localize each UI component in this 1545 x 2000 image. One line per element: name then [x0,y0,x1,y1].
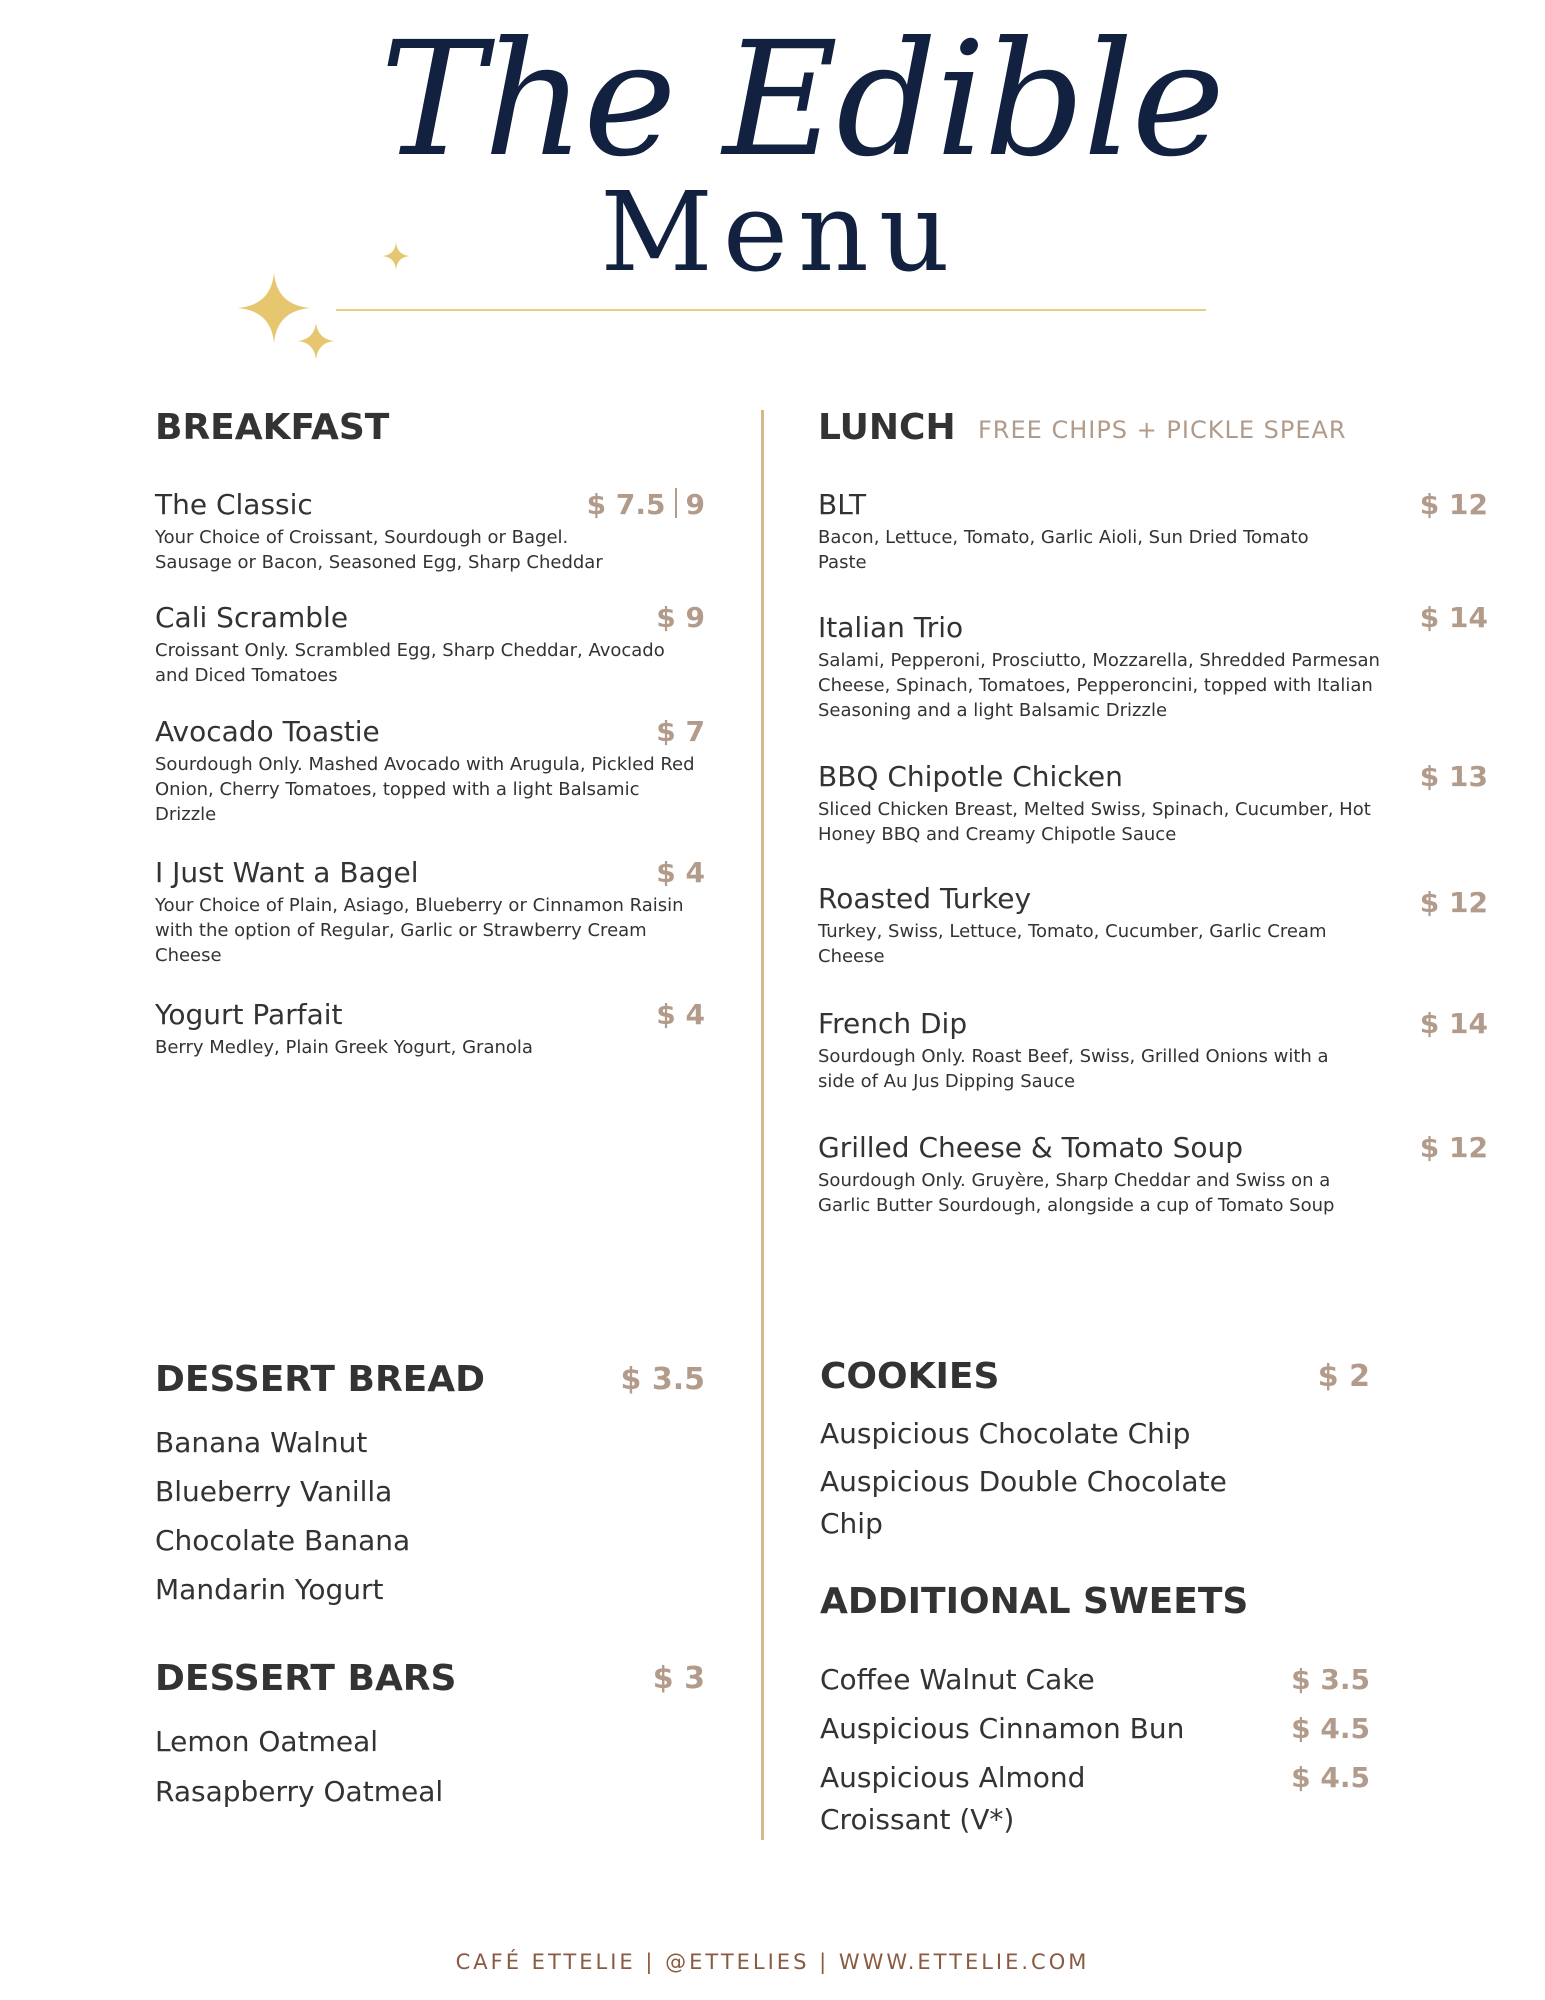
item-description: Your Choice of Plain, Asiago, Blueberry or Cinnamon Raisin with the option of Regular, Garlic or Strawberry Cream Cheese [155,895,684,966]
item-name: The Classic [155,488,313,521]
dessert-bars-heading: DESSERT BARS [155,1658,457,1699]
item-name: Avocado Toastie [155,715,380,748]
item-price: $ 3.5 [1291,1663,1370,1696]
item-name: Cali Scramble [155,601,349,634]
menu-item [155,600,705,688]
item-price: $ 4.5 [1291,1712,1370,1745]
item-name: Grilled Cheese & Tomato Soup [818,1131,1243,1164]
item-description: Sliced Chicken Breast, Melted Swiss, Spinach, Cucumber, Hot Honey BBQ and Creamy Chipotle Sauce [818,799,1371,845]
list-item: Mandarin Yogurt [155,1573,384,1606]
lunch-note: FREE CHIPS + PICKLE SPEAR [978,416,1347,444]
list-item: Auspicious Chocolate Chip [820,1417,1191,1450]
cookies-price: $ 2 [1317,1359,1370,1394]
menu-item [818,759,1488,847]
cookies-heading: COOKIES [820,1356,1000,1397]
menu-item [818,1006,1488,1094]
item-description: Bacon, Lettuce, Tomato, Garlic Aioli, Sun Dried Tomato Paste [818,527,1309,573]
list-item: Rasapberry Oatmeal [155,1775,444,1808]
item-name: French Dip [818,1007,968,1040]
menu-item [818,601,1488,723]
item-description: Your Choice of Croissant, Sourdough or Bagel. Sausage or Bacon, Seasoned Egg, Sharp Cheddar [155,527,603,573]
item-price: $ 4 [656,856,705,889]
dessert-bars-price: $ 3 [652,1661,705,1696]
menu-item [155,487,705,575]
item-name: BBQ Chipotle Chicken [818,760,1123,793]
list-item: Auspicious Double Chocolate Chip [820,1465,1227,1540]
item-price: $ 7 [656,715,705,748]
item-description: Croissant Only. Scrambled Egg, Sharp Cheddar, Avocado and Diced Tomatoes [155,640,665,686]
dessert-bread-heading: DESSERT BREAD [155,1359,485,1400]
item-description: Sourdough Only. Gruyère, Sharp Cheddar and Swiss on a Garlic Butter Sourdough, alongside a cup of Tomato Soup [818,1170,1335,1216]
item-price: $ 14 [1419,601,1488,634]
item-price: $ 12 [1419,488,1488,521]
dessert-bread-price: $ 3.5 [620,1362,705,1397]
column-divider [761,410,764,1840]
sparkle-icon [232,235,412,375]
menu-item [818,487,1488,575]
list-item: Auspicious Almond Croissant (V*) [820,1761,1086,1836]
header-rule [336,309,1206,311]
menu-item [818,881,1488,969]
item-name: I Just Want a Bagel [155,856,419,889]
additional-sweets-heading: ADDITIONAL SWEETS [820,1581,1249,1622]
item-price: $ 14 [1419,1007,1488,1040]
item-price: $ 12 [1419,1131,1488,1164]
menu-title-script: The Edible [380,8,1224,192]
item-price: $ 13 [1419,760,1488,793]
menu-item [155,714,705,827]
item-name: BLT [818,488,867,521]
item-name: Yogurt Parfait [155,998,343,1031]
item-description: Sourdough Only. Mashed Avocado with Arugula, Pickled Red Onion, Cherry Tomatoes, topped with a light Balsamic Drizzle [155,754,695,825]
item-price: $ 7.5 9 [586,488,705,521]
list-item: Banana Walnut [155,1426,368,1459]
menu-item [818,1130,1488,1218]
menu-title: Menu [600,168,960,296]
list-item: Chocolate Banana [155,1524,411,1557]
menu-item [155,997,705,1060]
list-item: Lemon Oatmeal [155,1725,379,1758]
item-name: Roasted Turkey [818,882,1032,915]
list-item: Coffee Walnut Cake [820,1663,1095,1696]
item-price: $ 4 [656,998,705,1031]
item-price: $ 12 [1419,886,1488,919]
item-description: Sourdough Only. Roast Beef, Swiss, Grilled Onions with a side of Au Jus Dipping Sauce [818,1046,1329,1092]
item-description: Turkey, Swiss, Lettuce, Tomato, Cucumber, Garlic Cream Cheese [818,921,1327,967]
item-name: Italian Trio [818,611,964,644]
breakfast-heading: BREAKFAST [155,407,390,448]
item-description: Berry Medley, Plain Greek Yogurt, Granola [155,1037,533,1058]
list-item: Blueberry Vanilla [155,1475,393,1508]
menu-item [155,855,705,968]
item-price: $ 9 [656,601,705,634]
item-price: $ 4.5 [1291,1761,1370,1794]
list-item: Auspicious Cinnamon Bun [820,1712,1185,1745]
item-description: Salami, Pepperoni, Prosciutto, Mozzarella, Shredded Parmesan Cheese, Spinach, Tomatoes, Pepperoncini, topped with Italian Seasoning and a light Balsamic Drizzle [818,650,1380,721]
lunch-heading: LUNCH [818,407,956,448]
footer-contact: CAFÉ ETTELIE | @ETTELIES | WWW.ETTELIE.COM [455,1950,1090,1974]
